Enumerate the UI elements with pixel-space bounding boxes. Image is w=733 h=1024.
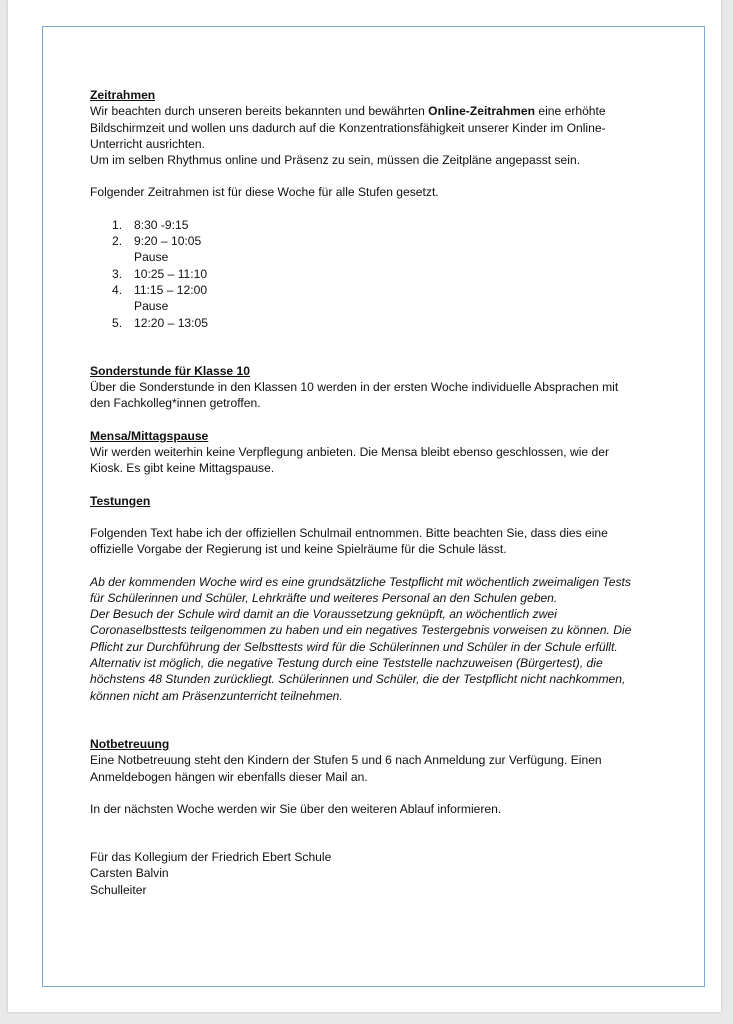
pause-label: Pause: [134, 250, 169, 265]
text-run: Wir beachten durch unseren bereits bekannten und bewährten: [90, 104, 429, 119]
list-number: 2.: [112, 234, 123, 249]
signature-name: Carsten Balvin: [90, 866, 169, 881]
zeitrahmen-intro: Folgender Zeitrahmen ist für diese Woche für alle Stufen gesetzt.: [90, 185, 439, 200]
time-slot: 11:15 – 12:00: [134, 282, 208, 297]
time-slot: 9:20 – 10:05: [134, 234, 202, 249]
text-run: eine erhöhte: [535, 104, 606, 119]
heading-zeitrahmen: Zeitrahmen: [90, 88, 156, 102]
notbetreuung-info: In der nächsten Woche werden wir Sie über den weiteren Ablauf informieren.: [90, 801, 502, 816]
schedule-item: [90, 315, 680, 331]
zeitrahmen-paragraph-line: [90, 103, 680, 119]
schedule-item: [90, 282, 680, 298]
document-body: [90, 87, 680, 898]
time-slot: 12:20 – 13:05: [134, 315, 208, 330]
bold-term-online-zeitrahmen: Online-Zeitrahmen: [428, 104, 536, 119]
heading-mensa: Mensa/Mittagspause: [90, 428, 209, 443]
schedule-item: [90, 266, 680, 282]
zeitrahmen-paragraph-line: Unterricht ausrichten.: [90, 136, 205, 151]
quote-line: höchstens 48 Stunden zurückliegt. Schülerinnen und Schüler, die der Testpflicht nicht nachkommen,: [90, 672, 626, 687]
time-slot: 10:25 – 11:10: [134, 266, 208, 281]
notbetreuung-line: Anmeldebogen hängen wir ebenfalls dieser Mail an.: [90, 769, 368, 784]
heading-testungen: Testungen: [90, 493, 151, 508]
sonderstunde-line: Über die Sonderstunde in den Klassen 10 werden in der ersten Woche individuelle Absprachen mit: [90, 380, 619, 395]
schedule-list: [90, 217, 680, 331]
list-number: 4.: [112, 282, 123, 297]
quote-line: Alternativ ist möglich, die negative Testung durch eine Teststelle nachzuweisen (Bürgertest), die: [90, 656, 603, 671]
sonderstunde-line: den Fachkolleg*innen getroffen.: [90, 396, 261, 411]
quote-line: Der Besuch der Schule wird damit an die Voraussetzung geknüpft, an wöchentlich zwei: [90, 607, 557, 622]
schedule-item: [90, 217, 680, 233]
list-number: 1.: [112, 217, 123, 232]
heading-sonderstunde: Sonderstunde für Klasse 10: [90, 363, 250, 378]
mensa-line: Kiosk. Es gibt keine Mittagspause.: [90, 461, 275, 476]
testungen-intro-line: Folgenden Text habe ich der offiziellen Schulmail entnommen. Bitte beachten Sie, dass dies eine: [90, 525, 608, 540]
heading-notbetreuung: Notbetreuung: [90, 736, 170, 751]
quote-line: Coronaselbsttests teilgenommen zu haben und ein negatives Testergebnis vorweisen zu können. Die: [90, 623, 632, 638]
zeitrahmen-paragraph-line: Bildschirmzeit und wollen uns dadurch auf die Konzentrationsfähigkeit unserer Kinder im Online-: [90, 120, 606, 135]
signature-line: Für das Kollegium der Friedrich Ebert Schule: [90, 850, 332, 865]
zeitrahmen-rhythmus: Um im selben Rhythmus online und Präsenz zu sein, müssen die Zeitpläne angepasst sein.: [90, 153, 581, 168]
time-slot: 8:30 -9:15: [134, 217, 189, 232]
schedule-pause: [90, 298, 680, 314]
list-number: 3.: [112, 266, 123, 281]
pause-label: Pause: [134, 299, 169, 314]
schedule-item: [90, 233, 680, 249]
mensa-line: Wir werden weiterhin keine Verpflegung anbieten. Die Mensa bleibt ebenso geschlossen, wie der: [90, 445, 609, 460]
signature-role: Schulleiter: [90, 882, 147, 897]
schedule-pause: [90, 249, 680, 265]
notbetreuung-line: Eine Notbetreuung steht den Kindern der Stufen 5 und 6 nach Anmeldung zur Verfügung. Einen: [90, 753, 602, 768]
quote-line: für Schülerinnen und Schüler, Lehrkräfte und weiteres Personal an den Schulen geben.: [90, 590, 558, 605]
list-number: 5.: [112, 315, 123, 330]
quote-line: können nicht am Präsenzunterricht teilnehmen.: [90, 688, 343, 703]
quote-line: Pflicht zur Durchführung der Selbsttests wird für die Schülerinnen und Schüler in der Schule erfüllt.: [90, 639, 618, 654]
testungen-intro-line: offizielle Vorgabe der Regierung ist und keine Spielräume für die Schule lässt.: [90, 542, 507, 557]
quote-line: Ab der kommenden Woche wird es eine grundsätzliche Testpflicht mit wöchentlich zweimaligen Tests: [90, 574, 631, 589]
